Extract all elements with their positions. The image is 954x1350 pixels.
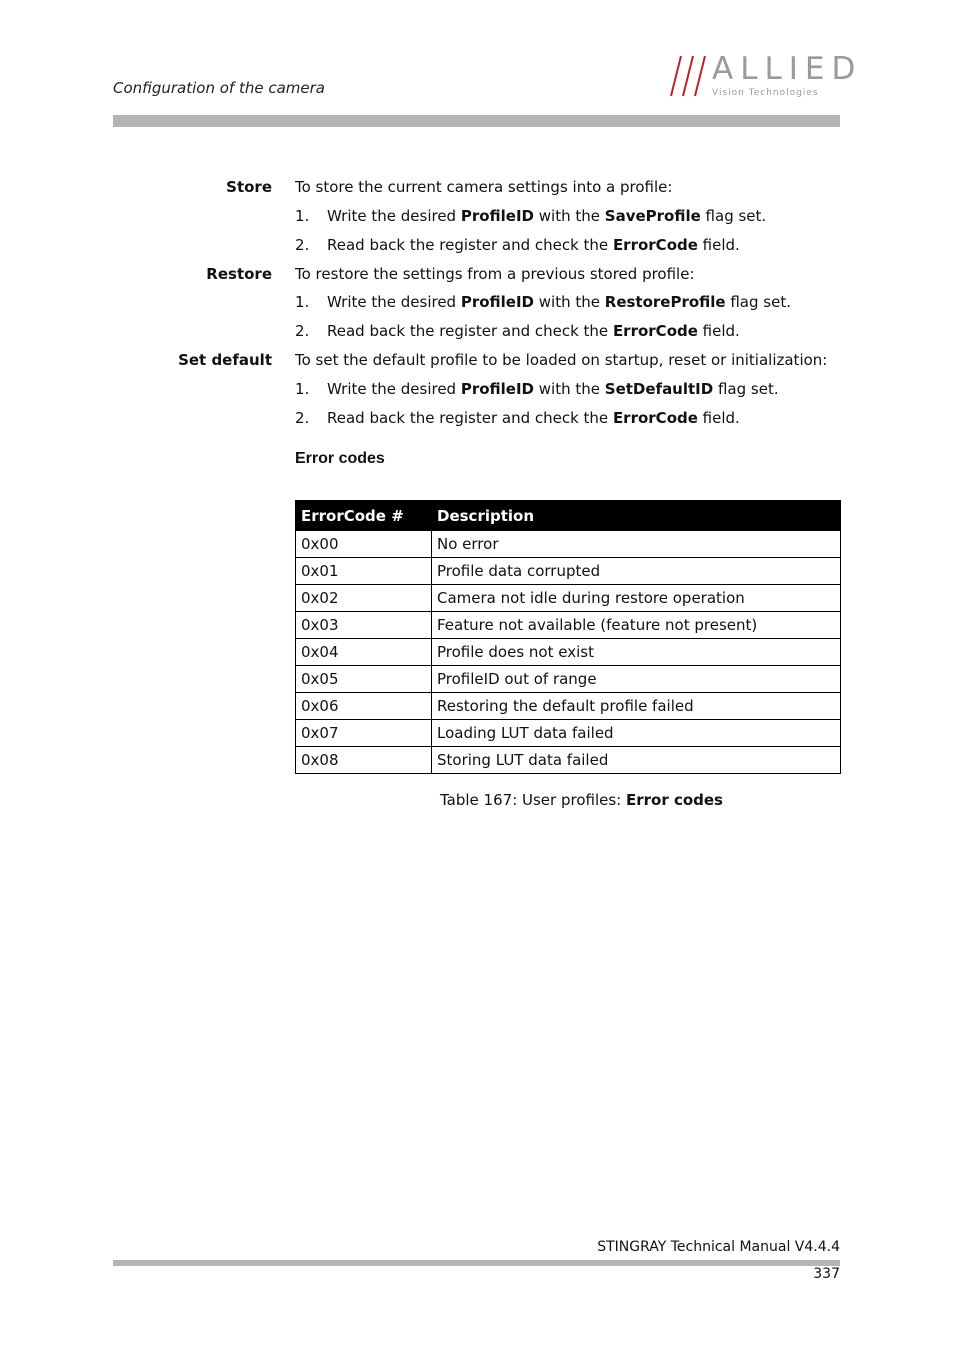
- table-row: [296, 693, 841, 720]
- step-number: 2.: [295, 322, 310, 340]
- allied-logo: [668, 51, 863, 102]
- header-divider: [113, 115, 840, 127]
- error-code-cell: 0x00: [296, 531, 432, 558]
- description-cell: Camera not idle during restore operation: [432, 585, 841, 612]
- table-row: [296, 639, 841, 666]
- description-cell: Profile does not exist: [432, 639, 841, 666]
- error-code-cell: 0x06: [296, 693, 432, 720]
- error-code-cell: 0x01: [296, 558, 432, 585]
- footer-divider: [113, 1260, 840, 1266]
- logo-word: ALLIED: [712, 51, 863, 87]
- table-row: [296, 747, 841, 774]
- step-number: 2.: [295, 409, 310, 427]
- error-codes-table: [295, 500, 841, 774]
- section-intro: To set the default profile to be loaded on startup, reset or initialization:: [295, 351, 828, 369]
- header-title: Configuration of the camera: [113, 79, 325, 97]
- table-row: [296, 612, 841, 639]
- error-code-cell: 0x05: [296, 666, 432, 693]
- step-text: Write the desired ProfileID with the RestoreProfile flag set.: [327, 293, 791, 311]
- section-term: Store: [226, 178, 272, 196]
- error-code-cell: 0x04: [296, 639, 432, 666]
- column-header: Description: [432, 501, 841, 531]
- description-cell: Feature not available (feature not present): [432, 612, 841, 639]
- step-text: Read back the register and check the ErrorCode field.: [327, 236, 740, 254]
- step-text: Write the desired ProfileID with the SaveProfile flag set.: [327, 207, 767, 225]
- step-text: Write the desired ProfileID with the SetDefaultID flag set.: [327, 380, 779, 398]
- step-text: Read back the register and check the ErrorCode field.: [327, 322, 740, 340]
- section-term: Restore: [206, 265, 272, 283]
- logo-subtitle: Vision Technologies: [712, 88, 819, 98]
- description-cell: Restoring the default profile failed: [432, 693, 841, 720]
- table-row: [296, 585, 841, 612]
- section-intro: To store the current camera settings into a profile:: [295, 178, 673, 196]
- page-number: 337: [813, 1266, 840, 1282]
- table-row: [296, 720, 841, 747]
- section-term: Set default: [178, 351, 272, 369]
- step-number: 2.: [295, 236, 310, 254]
- error-code-cell: 0x08: [296, 747, 432, 774]
- logo-slashes-icon: [668, 54, 712, 98]
- description-cell: No error: [432, 531, 841, 558]
- error-code-cell: 0x07: [296, 720, 432, 747]
- step-number: 1.: [295, 293, 310, 311]
- table-row: [296, 531, 841, 558]
- footer-manual-title: STINGRAY Technical Manual V4.4.4: [597, 1239, 840, 1255]
- step-number: 1.: [295, 380, 310, 398]
- description-cell: ProfileID out of range: [432, 666, 841, 693]
- table-row: [296, 666, 841, 693]
- description-cell: Loading LUT data failed: [432, 720, 841, 747]
- error-code-cell: 0x03: [296, 612, 432, 639]
- table-header-row: [296, 501, 841, 531]
- table-row: [296, 558, 841, 585]
- description-cell: Storing LUT data failed: [432, 747, 841, 774]
- error-codes-heading: Error codes: [295, 450, 385, 467]
- step-text: Read back the register and check the ErrorCode field.: [327, 409, 740, 427]
- step-number: 1.: [295, 207, 310, 225]
- section-intro: To restore the settings from a previous stored profile:: [295, 265, 695, 283]
- table-caption: Table 167: User profiles: Error codes: [440, 791, 723, 809]
- error-code-cell: 0x02: [296, 585, 432, 612]
- description-cell: Profile data corrupted: [432, 558, 841, 585]
- column-header: ErrorCode #: [296, 501, 432, 531]
